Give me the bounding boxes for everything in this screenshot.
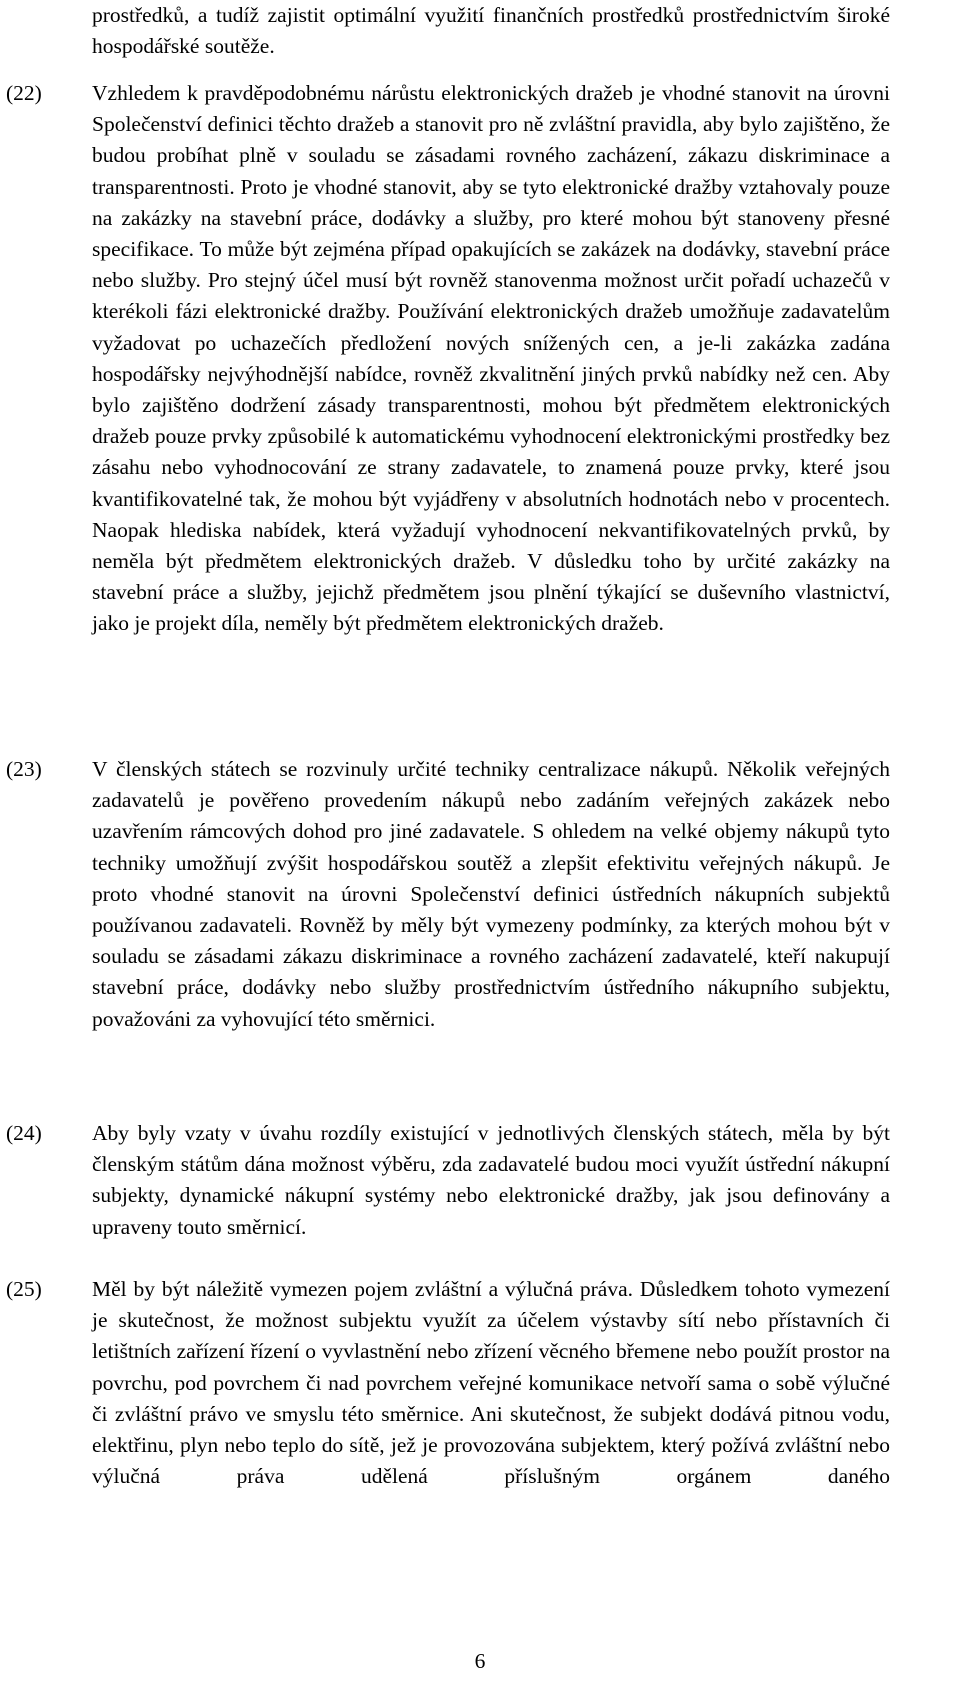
paragraph-number: (22) (6, 81, 42, 105)
paragraph-continuation (0, 0, 960, 62)
paragraph-22 (0, 78, 960, 640)
paragraph-number: (25) (6, 1277, 42, 1301)
paragraph-number: (24) (6, 1121, 42, 1145)
paragraph-text: Měl by být náležitě vymezen pojem zvláštní a výlučná práva. Důsledkem tohoto vymezení je skutečnost, že možnost subjektu využít za účelem výstavby sítí nebo přístavních či letištních zařízení řízení o vyvlastnění nebo zřízení věcného břemene nebo použít prostor na povrchu, pod povrchem či nad povrchem veřejné komunikace netvoří sama o sobě výlučné či zvláštní právo ve smyslu této směrnice. Ani skutečnost, že subjekt dodává pitnou vodu, elektřinu, plyn nebo teplo do sítě, jež je provozována subjektem, který požívá zvláštní nebo výlučná práva udělená příslušným orgánem daného (92, 1277, 890, 1489)
paragraph-number: (23) (6, 757, 42, 781)
paragraph-25 (0, 1274, 960, 1492)
paragraph-23 (0, 754, 960, 1035)
paragraph-text: V členských státech se rozvinuly určité techniky centralizace nákupů. Několik veřejných zadavatelů je pověřeno provedením nákupů nebo zadáním veřejných zakázek nebo uzavřením rámcových dohod pro jiné zadavatele. S ohledem na velké objemy nákupů tyto techniky umožňují zvýšit hospodářskou soutěž a zlepšit efektivitu veřejných nákupů. Je proto vhodné stanovit na úrovni Společenství definici ústředních nákupních subjektů používanou zadavateli. Rovněž by měly být vymezeny podmínky, za kterých mohou být v souladu se zásadami zákazu diskriminace a rovného zacházení zadavatelé, kteří nakupují stavební práce, dodávky nebo služby prostřednictvím ústředního nákupního subjektu, považováni za vyhovující této směrnici. (92, 757, 890, 1031)
paragraph-text: Vzhledem k pravděpodobnému nárůstu elektronických dražeb je vhodné stanovit na úrovni Společenství definici těchto dražeb a stanovit pro ně zvláštní pravidla, aby bylo zajištěno, že budou probíhat plně v souladu se zásadami rovného zacházení, zákazu diskriminace a transparentnosti. Proto je vhodné stanovit, aby se tyto elektronické dražby vztahovaly pouze na zakázky na stavební práce, dodávky a služby, pro které mohou být stanoveny přesné specifikace. To může být zejména případ opakujících se zakázek na dodávky, stavební práce nebo služby. Pro stejný účel musí být rovněž stanovenma možnost určit pořadí uchazečů v kterékoli fázi elektronické dražby. Používání elektronických dražeb umožňuje zadavatelům vyžadovat po uchazečích předložení nových snížených cen, a je-li zakázka zadána hospodářsky nejvýhodnější nabídce, rovněž zkvalitnění jiných prvků nabídky než cen. Aby bylo zajištěno dodržení zásady transparentnosti, mohou být předmětem elektronických dražeb pouze prvky způsobilé k automatickému vyhodnocení elektronickými prostředky bez zásahu nebo vyhodnocování ze strany zadavatele, to znamená pouze prvky, které jsou kvantifikovatelné tak, že mohou být vyjádřeny v absolutních hodnotách nebo v procentech. Naopak hlediska nabídek, která vyžadují vyhodnocení nekvantifikovatelných prvků, by neměla být předmětem elektronických dražeb. V důsledku toho by určité zakázky na stavební práce a služby, jejichž předmětem jsou plnění týkající se duševního vlastnictví, jako je projekt díla, neměly být předmětem elektronických dražeb. (92, 81, 890, 636)
page-number: 6 (474, 1649, 486, 1673)
paragraph-text: prostředků, a tudíž zajistit optimální využití finančních prostředků prostřednictvím široké hospodářské soutěže. (92, 3, 890, 59)
paragraph-text: Aby byly vzaty v úvahu rozdíly existující v jednotlivých členských státech, měla by být členským státům dána možnost výběru, zda zadavatelé budou moci využít ústřední nákupní subjekty, dynamické nákupní systémy nebo elektronické dražby, jak jsou definovány a upraveny touto směrnicí. (92, 1121, 890, 1239)
paragraph-24 (0, 1118, 960, 1243)
